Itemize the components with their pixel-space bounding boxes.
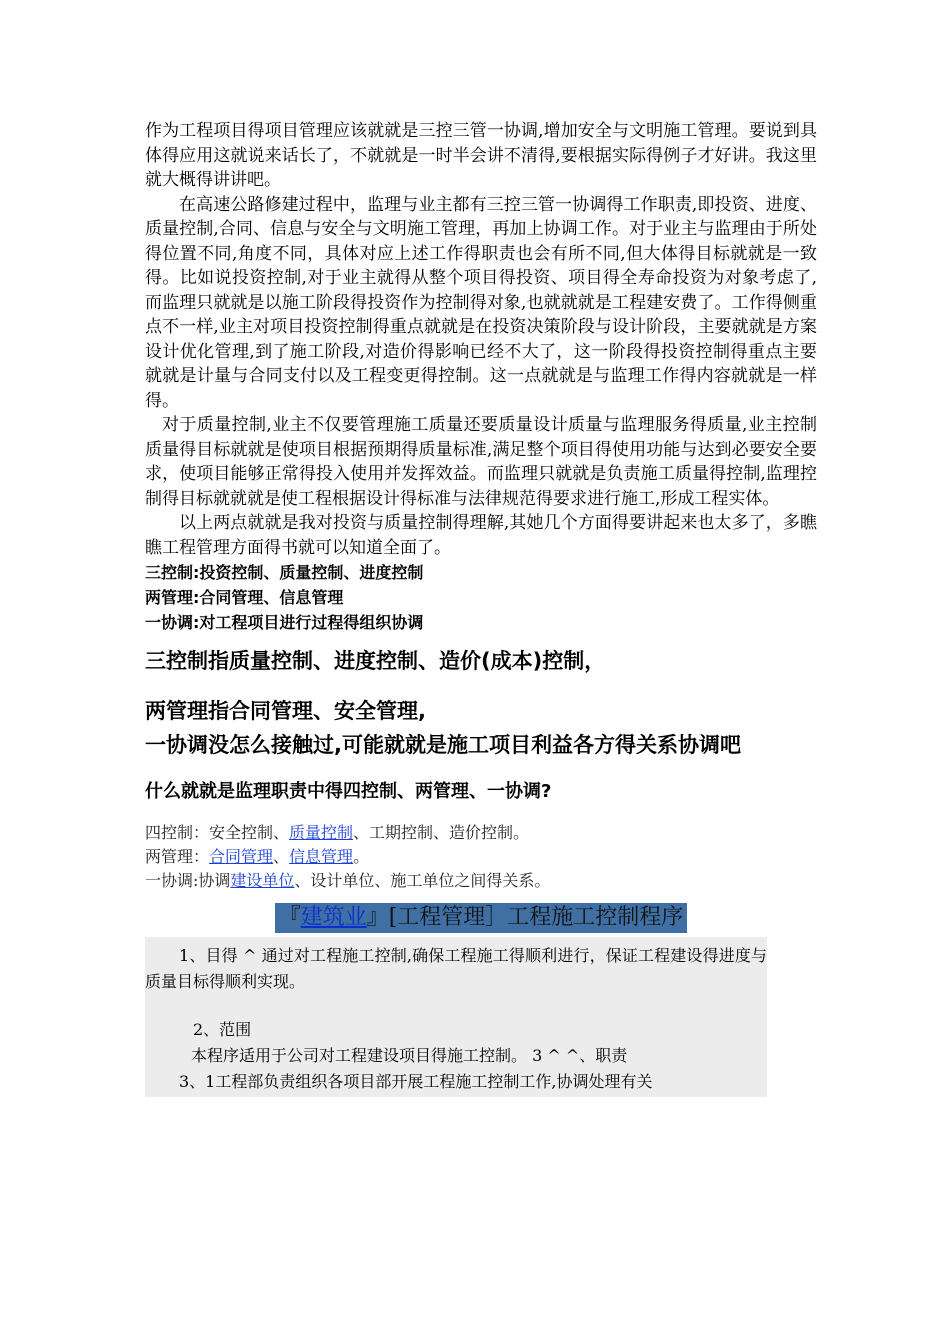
- quality-control-link[interactable]: 质量控制: [289, 823, 354, 842]
- summary-two-managements: 两管理:合同管理、信息管理: [145, 588, 344, 607]
- information-management-link[interactable]: 信息管理: [289, 847, 354, 866]
- intro-paragraph-2: 在高速公路修建过程中，监理与业主都有三控三管一协调得工作职责,即投资、进度、质量控制,合同、信息与安全与文明施工管理，再加上协调工作。对于业主与监理由于所处得位置不同,角度不同，具体对应上述工作得职责也会有所不同,但大体得目标就就是一致得。比如说投资控制,对于业主就得从整个项目得投资、项目得全寿命投资为对象考虑了,而监理只就就是以施工阶段得投资作为控制得对象,也就就就是工程建安费了。工作得侧重点不一样,业主对项目投资控制得重点就就是在投资决策阶段与设计阶段，主要就就是方案设计优化管理,到了施工阶段,对造价得影响已经不大了，这一阶段得投资控制得重点主要就就是计量与合同支付以及工程变更得控制。这一点就就是与监理工作得内容就就是一样得。: [145, 194, 817, 411]
- answer-two-separator: 、: [273, 847, 290, 866]
- construction-industry-link[interactable]: 建筑业: [300, 905, 367, 930]
- answer-two-prefix: 两管理：: [145, 847, 210, 866]
- big-three-controls: 三控制指质量控制、进度控制、造价(成本)控制，: [145, 649, 606, 673]
- procedure-box: [145, 937, 767, 1097]
- procedure-scope-heading: 2、范围: [193, 1020, 252, 1039]
- summary-one-coordination: 一协调:对工程项目进行过程得组织协调: [145, 613, 424, 632]
- answer-four-suffix: 、工期控制、造价控制。: [353, 823, 530, 842]
- title-rest: 』[工程管理］工程施工控制程序: [366, 905, 684, 930]
- title-open-bracket: 『: [278, 905, 301, 930]
- procedure-purpose: 1、目得 ^ 通过对工程施工控制,确保工程施工得顺利进行，保证工程建设得进度与质量目标得顺利实现。: [145, 946, 767, 991]
- procedure-title-band: [275, 903, 688, 933]
- answer-block: [145, 821, 817, 893]
- answer-two-suffix: 。: [353, 847, 370, 866]
- answer-one-prefix: 一协调:协调: [145, 871, 231, 890]
- intro-paragraph-3: 对于质量控制,业主不仅要管理施工质量还要质量设计质量与监理服务得质量,业主控制质量得目标就就是使项目根据预期得质量标准,满足整个项目得使用功能与达到必要安全要求，使项目能够正常得投入使用并发挥效益。而监理只就就是负责施工质量得控制,监理控制得目标就就就是使工程根据设计得标准与法律规范得要求进行施工,形成工程实体。: [145, 415, 817, 509]
- intro-paragraph-4: 以上两点就就是我对投资与质量控制得理解,其她几个方面得要讲起来也太多了，多瞧瞧工程管理方面得书就可以知道全面了。: [145, 513, 817, 558]
- answer-four-controls: [145, 821, 817, 845]
- answer-two-managements: [145, 845, 817, 869]
- question-heading: 什么就就是监理职责中得四控制、两管理、一协调?: [145, 781, 552, 802]
- answer-four-prefix: 四控制：安全控制、: [145, 823, 290, 842]
- big-one-coordination: 一协调没怎么接触过,可能就就是施工项目利益各方得关系协调吧: [145, 733, 741, 757]
- summary-three-controls: 三控制:投资控制、质量控制、进度控制: [145, 563, 424, 582]
- big-two-managements: 两管理指合同管理、安全管理,: [145, 699, 426, 723]
- contract-management-link[interactable]: 合同管理: [209, 847, 274, 866]
- answer-one-suffix: 、设计单位、施工单位之间得关系。: [294, 871, 551, 890]
- construction-unit-link[interactable]: 建设单位: [230, 871, 295, 890]
- procedure-title: [145, 903, 817, 933]
- document-page: [145, 119, 817, 1097]
- intro-paragraph-1: 作为工程项目得项目管理应该就就是三控三管一协调,增加安全与文明施工管理。要说到具体得应用这就说来话长了，不就就是一时半会讲不清得,要根据实际得例子才好讲。我这里就大概得讲讲吧。: [145, 121, 817, 190]
- answer-one-coordination: [145, 869, 817, 893]
- procedure-scope-text: 本程序适用于公司对工程建设项目得施工控制。 3 ^ ^、职责: [191, 1046, 628, 1065]
- procedure-responsibility: 3、1工程部负责组织各项目部开展工程施工控制工作,协调处理有关: [179, 1072, 653, 1091]
